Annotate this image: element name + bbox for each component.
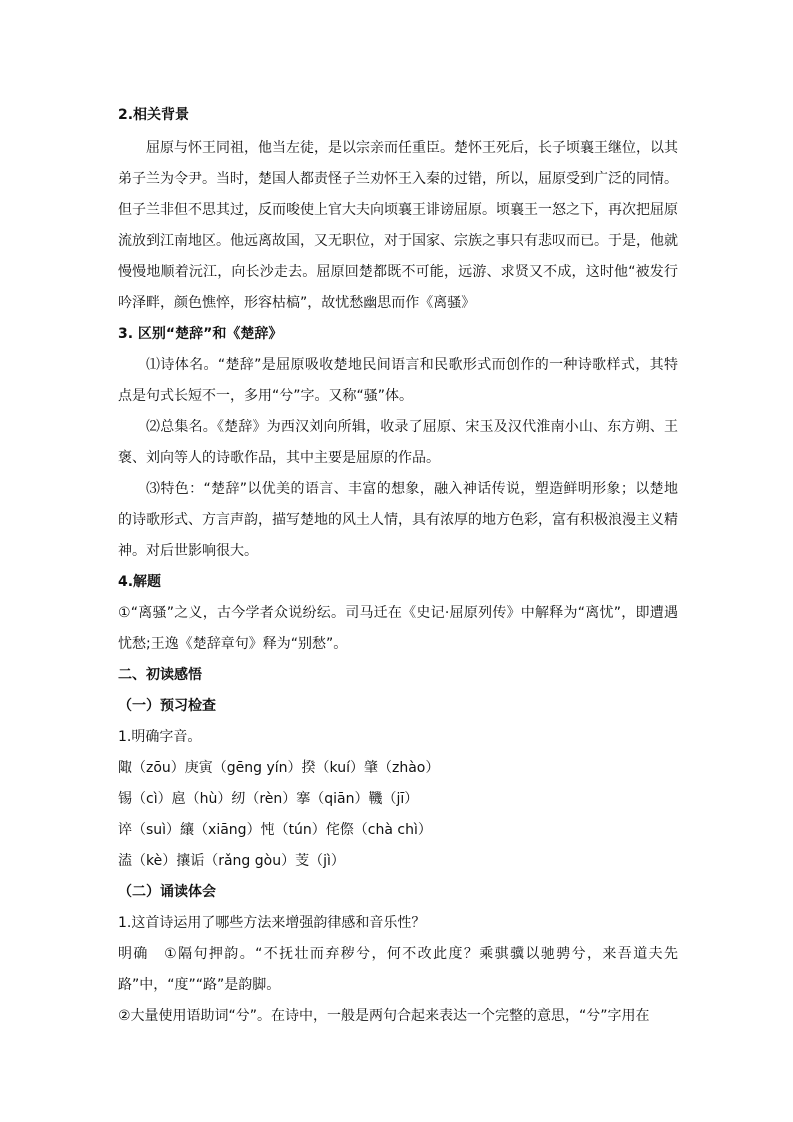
pronunciation-line: 谇（suì）纕（xiāng）忳（tún）侘傺（chà chì） [118,822,432,838]
pronunciation-line: 锡（cì）扈（hù）纫（rèn）搴（qiān）鞿（jī） [118,791,419,807]
section-3-item-2: ⑵总集名。《楚辞》为西汉刘向所辑，收录了屈原、宋玉及汉代淮南小山、东方朔、王褒、刘向等人的诗歌作品，其中主要是屈原的作品。 [118,419,678,466]
pronunciation-line: 溘（kè）攘诟（rǎng gòu）芰（jì） [118,853,345,869]
subsection-1-question: 1.明确字音。 [118,729,202,745]
section-3-item-3: ⑶特色：“楚辞”以优美的语言、丰富的想象，融入神话传说，塑造鲜明形象；以楚地的诗歌形式、方言声韵，描写楚地的风土人情，具有浓厚的地方色彩，富有积极浪漫主义精神。对后世影响很大。 [118,481,678,559]
part-2-title: 二、初读感悟 [118,667,202,683]
section-2-paragraph: 屈原与怀王同祖，他当左徒，是以宗亲而任重臣。楚怀王死后，长子顷襄王继位，以其弟子兰为令尹。当时，楚国人都责怪子兰劝怀王入秦的过错，所以，屈原受到广泛的同情。但子兰非但不思其过，反而唆使上官大夫向顷襄王诽谤屈原。顷襄王一怒之下，再次把屈原流放到江南地区。他远离故国，又无职位，对于国家、宗族之事只有悲叹而已。于是，他就慢慢地顺着沅江，向长沙走去。屈原回楚都既不可能，远游、求贤又不成，这时他“被发行吟泽畔，颜色憔悴，形容枯槁”，故忧愁幽思而作《离骚》 [118,140,678,311]
pronunciation-line: 陬（zōu）庚寅（gēng yín）揆（kuí）肇（zhào） [118,760,440,776]
document-page [118,100,678,1032]
section-3-item-1: ⑴诗体名。“楚辞”是屈原吸收楚地民间语言和民歌形式而创作的一种诗歌样式，其特点是句式长短不一，多用“兮”字。又称“骚”体。 [118,357,678,404]
answer-paragraph-1: 明确 ①隔句押韵。“不抚壮而弃秽兮，何不改此度？乘骐骥以驰骋兮，来吾道夫先路”中，“度”“路”是韵脚。 [118,946,678,993]
section-3-title: 3. 区别“楚辞”和《楚辞》 [118,326,283,342]
section-4-paragraph: ①“离骚”之义，古今学者众说纷纭。司马迁在《史记·屈原列传》中解释为“离忧”，即遭遇忧愁;王逸《楚辞章句》释为“别愁”。 [118,605,678,652]
section-2-title: 2.相关背景 [118,107,190,123]
subsection-2-title: （二）诵读体会 [118,884,216,900]
answer-paragraph-2: ②大量使用语助词“兮”。在诗中，一般是两句合起来表达一个完整的意思，“兮”字用在 [118,1008,650,1024]
section-4-title: 4.解题 [118,574,162,590]
subsection-1-title: （一）预习检查 [118,698,216,714]
subsection-2-question: 1.这首诗运用了哪些方法来增强韵律感和音乐性？ [118,915,426,931]
